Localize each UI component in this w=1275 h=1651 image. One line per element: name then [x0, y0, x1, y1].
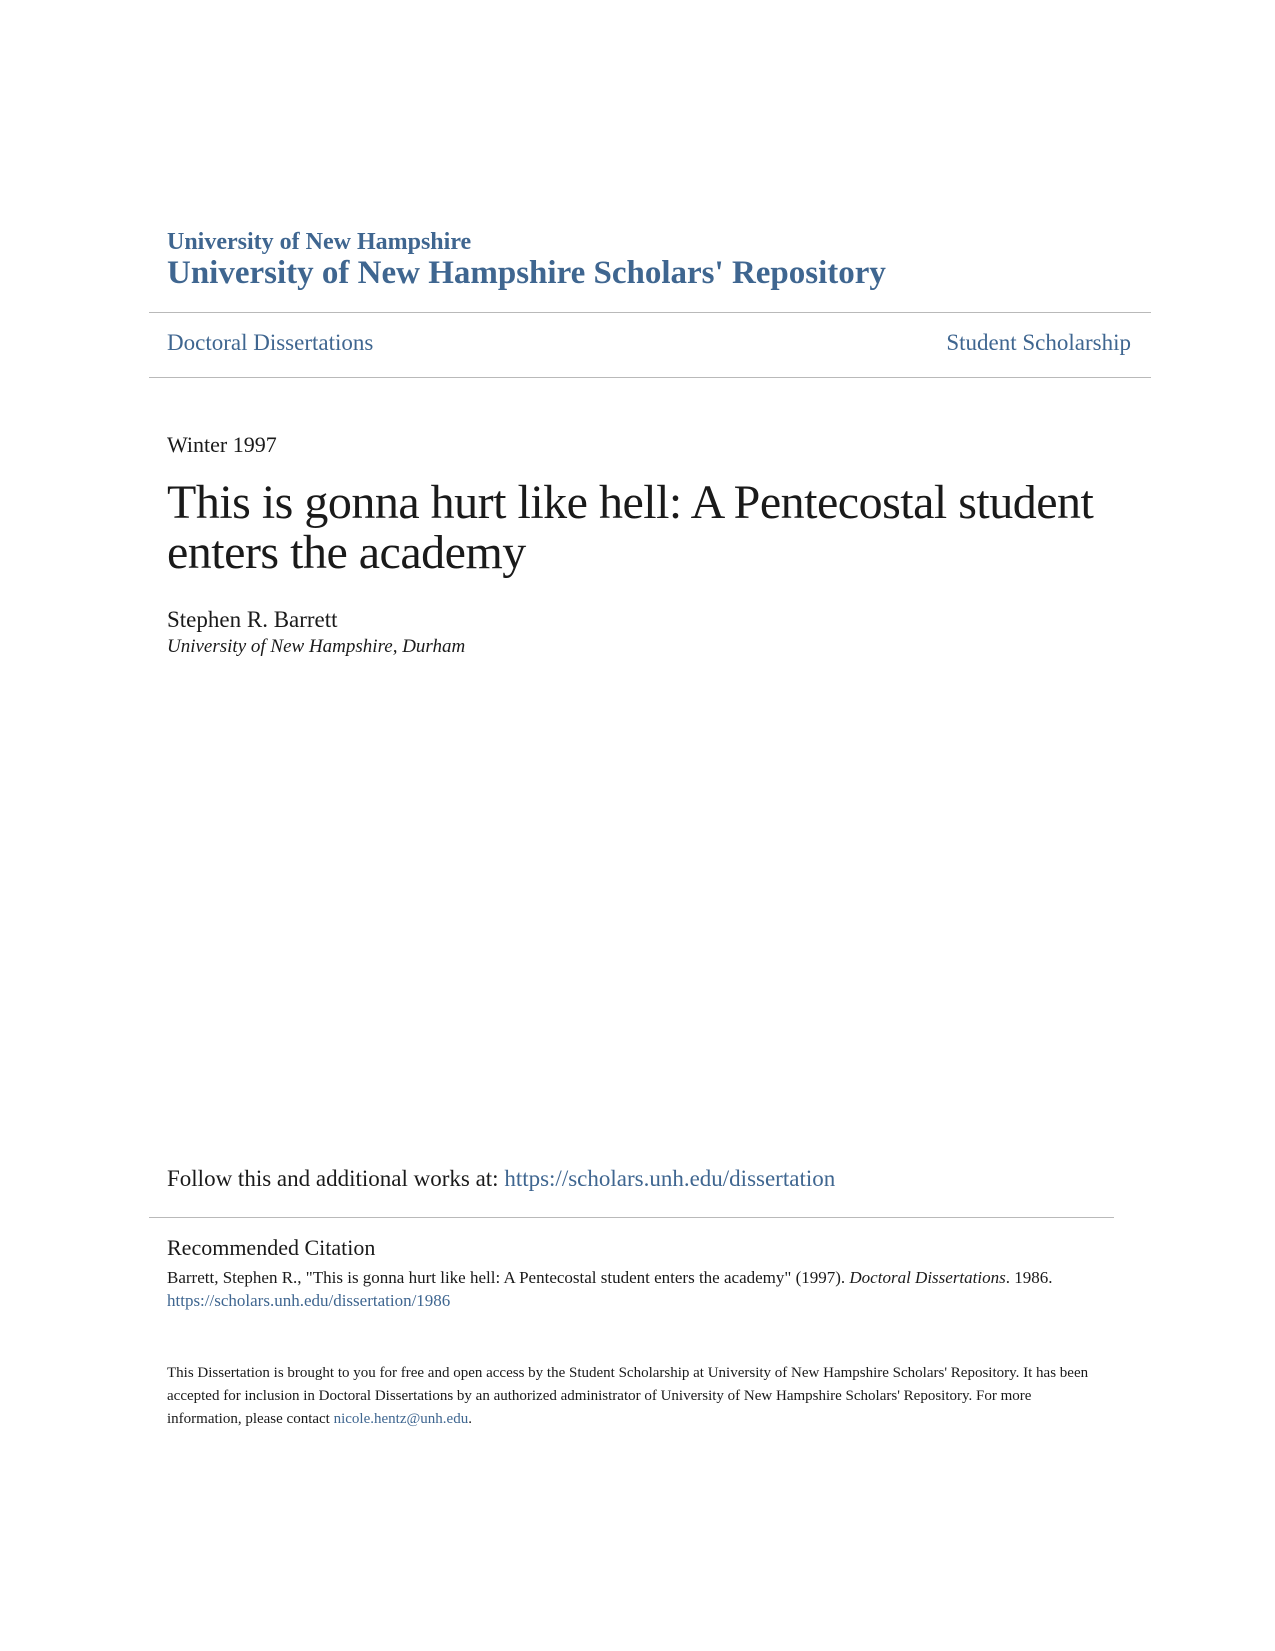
follow-url-link[interactable]: https://scholars.unh.edu/dissertation	[504, 1166, 836, 1191]
document-title: This is gonna hurt like hell: A Pentecostal student enters the academy	[167, 476, 1094, 579]
citation-url-link[interactable]: https://scholars.unh.edu/dissertation/1986	[167, 1291, 451, 1310]
header-divider-bottom	[149, 377, 1151, 378]
citation-divider	[149, 1217, 1114, 1218]
follow-line	[167, 1164, 835, 1194]
doctoral-dissertations-link[interactable]: Doctoral Dissertations	[167, 330, 374, 355]
student-scholarship-link[interactable]: Student Scholarship	[946, 330, 1131, 355]
repository-name[interactable]: University of New Hampshire Scholars' Repository	[167, 255, 886, 291]
header-divider-top	[149, 312, 1151, 313]
contact-email-link[interactable]: nicole.hentz@unh.edu	[333, 1411, 469, 1427]
citation-text	[167, 1266, 1107, 1312]
citation-text-after: . 1986.	[1005, 1268, 1053, 1287]
access-notice	[167, 1362, 1102, 1431]
citation-series: Doctoral Dissertations	[849, 1268, 1006, 1287]
recommended-citation-heading: Recommended Citation	[167, 1235, 376, 1260]
publication-date: Winter 1997	[167, 432, 277, 457]
notice-end: .	[468, 1411, 472, 1427]
institution-name[interactable]: University of New Hampshire	[167, 229, 472, 255]
notice-text: This Dissertation is brought to you for free and open access by the Student Scholarship at University of New Hampshire Scholars' Repository. It has been accepted for inclusion in Doctoral Dissertations by an authorized administrator of University of New Hampshire Scholars' Repository. For more information, please contact	[167, 1365, 1089, 1427]
follow-prefix: Follow this and additional works at:	[167, 1166, 505, 1191]
citation-text-before: Barrett, Stephen R., "This is gonna hurt like hell: A Pentecostal student enters the academy" (1997).	[167, 1268, 850, 1287]
author-name: Stephen R. Barrett	[167, 607, 338, 632]
author-affiliation: University of New Hampshire, Durham	[167, 636, 466, 657]
